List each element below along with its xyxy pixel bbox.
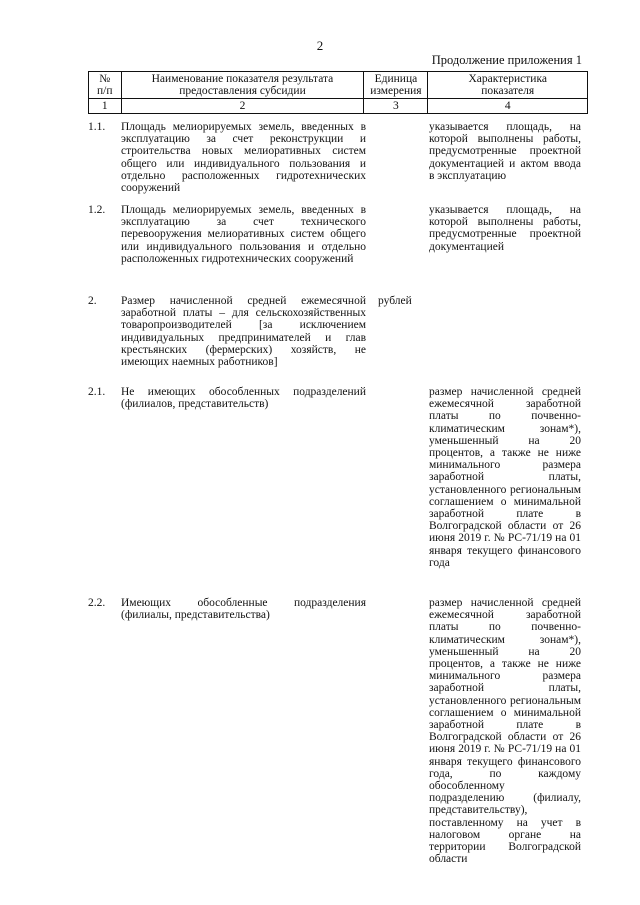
row-number: 1.2. — [88, 204, 106, 216]
row-number: 1.1. — [88, 121, 106, 133]
row-name: Размер начисленной средней ежемесячной заработной платы – для сельскохозяйственных товаропроизводителей [за исключением индивидуальных предпринимателей и глав крестьянских (фермерских) хозяйств, не имеющих наемных работников] — [121, 295, 366, 369]
page-number: 2 — [316, 38, 324, 53]
row-unit: рублей — [378, 295, 412, 307]
header-col-characteristic: Характеристика показателя — [428, 72, 588, 99]
row-description: указывается площадь, на которой выполнены работы, предусмотренные проектной документацией и актом ввода в эксплуатацию — [429, 121, 581, 182]
row-number: 2.2. — [88, 597, 106, 609]
row-name: Площадь мелиорируемых земель, введенных в эксплуатацию за счет технического перевооружения мелиоративных систем общего или индивидуального пользования и отдельно расположенных гидротехнических сооружений — [121, 204, 366, 265]
row-description: размер начисленной средней ежемесячной заработной платы по почвенно-климатическим зонам*), уменьшенный на 20 процентов, а также не ниже минимального размера заработной платы, установленного региональным соглашением о минимальной заработной плате в Волгоградской области от 26 июня 2019 г. № РС-71/19 на 01 января текущего финансового года — [429, 386, 581, 569]
row-description: размер начисленной средней ежемесячной заработной платы по почвенно-климатическим зонам*), уменьшенный на 20 процентов, а также не ниже минимального размера заработной платы, установленного региональным соглашением о минимальной заработной плате в Волгоградской области от 26 июня 2019 г. № РС-71/19 на 01 января текущего финансового года, по каждому обособленному подразделению (филиалу, представительству), поставленному на учет в налоговом органе на территории Волгоградской области — [429, 597, 581, 866]
header-col-index-4: 4 — [428, 99, 588, 114]
row-name: Имеющих обособленные подразделения (филиалы, представительства) — [121, 597, 366, 622]
continuation-label: Продолжение приложения 1 — [431, 53, 582, 67]
header-col-index-3: 3 — [364, 99, 428, 114]
row-name: Не имеющих обособленных подразделений (филиалов, представительств) — [121, 386, 366, 411]
row-description: указывается площадь, на которой выполнены работы, предусмотренные проектной документацией — [429, 204, 581, 253]
row-number: 2. — [88, 295, 97, 307]
header-col-index-2: 2 — [121, 99, 364, 114]
row-number: 2.1. — [88, 386, 106, 398]
header-col-name: Наименование показателя результата предоставления субсидии — [121, 72, 364, 99]
header-col-unit: Единица измерения — [364, 72, 428, 99]
table-header — [88, 71, 588, 114]
row-name: Площадь мелиорируемых земель, введенных в эксплуатацию за счет реконструкции и строительства новых мелиоративных систем общего или индивидуального пользования и отдельно расположенных гидротехнических сооружений — [121, 121, 366, 195]
header-col-number: № п/п — [89, 72, 122, 99]
header-col-index-1: 1 — [89, 99, 122, 114]
